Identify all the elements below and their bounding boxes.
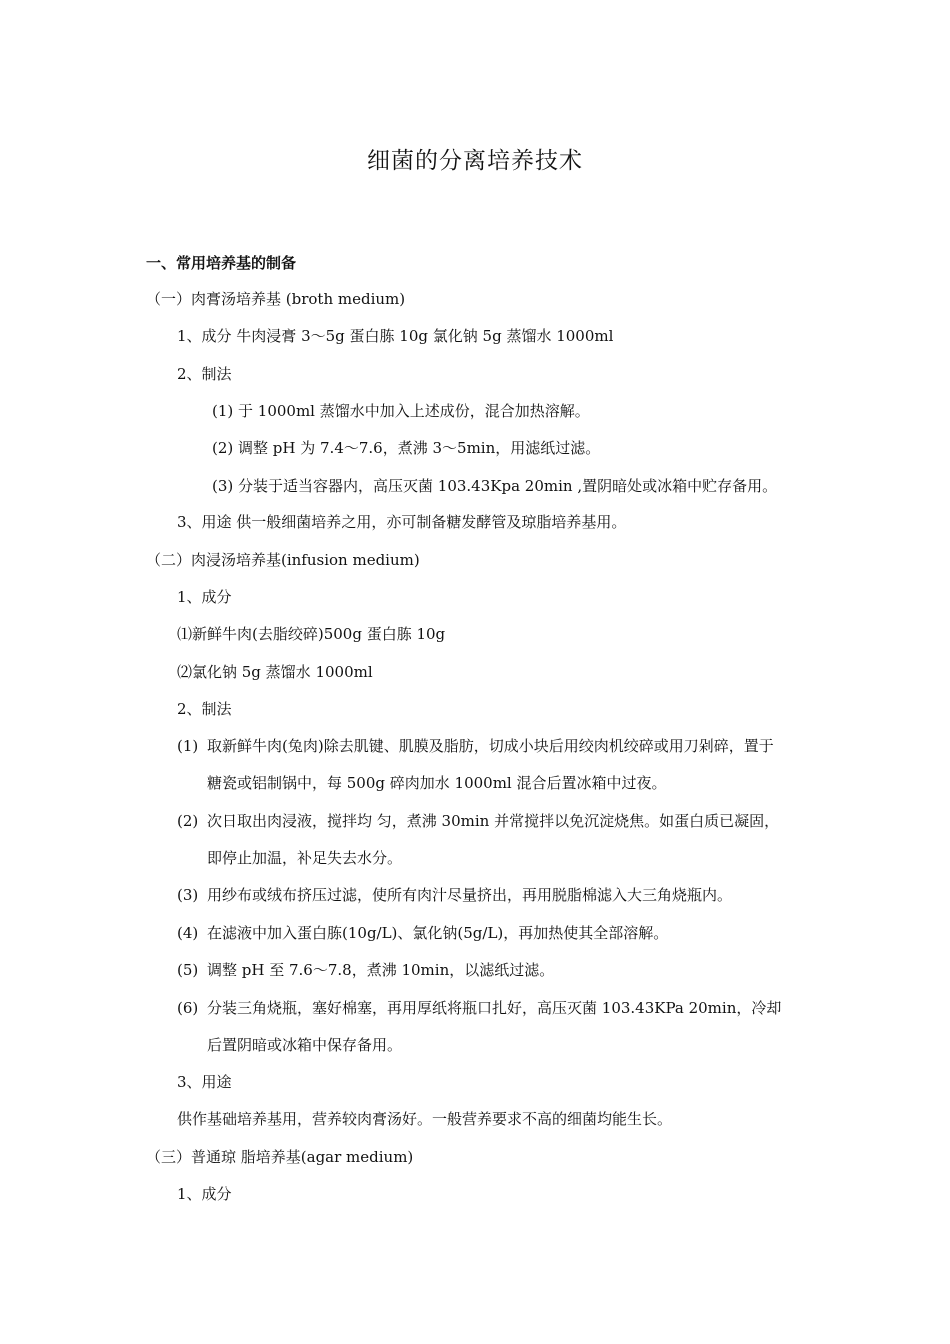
infusion-step-number: (4) (177, 924, 199, 942)
subsection-heading-broth: （一）肉膏汤培养基 (broth medium) (146, 290, 406, 308)
infusion-usage-text: 供作基础培养基用，营养较肉膏汤好。一般营养要求不高的细菌均能生长。 (177, 1110, 673, 1128)
infusion-step-text: 糖瓷或铝制锅中，每 500g 碎肉加水 1000ml 混合后置冰箱中过夜。 (207, 774, 667, 792)
subsection-heading-infusion: （二）肉浸汤培养基(infusion medium) (146, 551, 420, 569)
agar-ingredients-heading: 1、成分 (177, 1185, 232, 1203)
infusion-step-number: (3) (177, 886, 199, 904)
infusion-step-number: (6) (177, 999, 199, 1017)
infusion-ingredient-1: ⑴新鲜牛肉(去脂绞碎)500g 蛋白胨 10g (177, 625, 446, 643)
infusion-step-text: 分装三角烧瓶，塞好棉塞，再用厚纸将瓶口扎好，高压灭菌 103.43KPa 20min，冷却 (207, 999, 782, 1017)
broth-usage: 3、用途 供一般细菌培养之用，亦可制备糖发酵管及琼脂培养基用。 (177, 513, 627, 531)
infusion-ingredients-heading: 1、成分 (177, 588, 232, 606)
infusion-ingredient-2: ⑵氯化钠 5g 蒸馏水 1000ml (177, 663, 373, 681)
infusion-step-text: 后置阴暗或冰箱中保存备用。 (207, 1036, 403, 1054)
infusion-usage-heading: 3、用途 (177, 1073, 232, 1091)
broth-method-heading: 2、制法 (177, 365, 232, 383)
section-heading-1: 一、常用培养基的制备 (146, 254, 297, 272)
infusion-method-heading: 2、制法 (177, 700, 232, 718)
document-title: 细菌的分离培养技术 (367, 148, 583, 174)
broth-step-2: (2) 调整 pH 为 7.4～7.6，煮沸 3～5min，用滤纸过滤。 (212, 439, 601, 457)
infusion-step-number: (5) (177, 961, 199, 979)
broth-step-1: (1) 于 1000ml 蒸馏水中加入上述成份，混合加热溶解。 (212, 402, 590, 420)
infusion-step-text: 在滤液中加入蛋白胨(10g/L)、氯化钠(5g/L)，再加热使其全部溶解。 (207, 924, 669, 942)
broth-step-3: (3) 分装于适当容器内，高压灭菌 103.43Kpa 20min ,置阴暗处或冰箱中贮存备用。 (212, 477, 778, 495)
infusion-step-text: 取新鲜牛肉(兔肉)除去肌键、肌膜及脂肪，切成小块后用绞肉机绞碎或用刀剁碎，置于 (207, 737, 774, 755)
infusion-step-text: 即停止加温，补足失去水分。 (207, 849, 403, 867)
infusion-step-text: 调整 pH 至 7.6～7.8，煮沸 10min，以滤纸过滤。 (207, 961, 555, 979)
infusion-step-text: 次日取出肉浸液，搅拌均 匀，煮沸 30min 并常搅拌以免沉淀烧焦。如蛋白质已凝固， (207, 812, 780, 830)
infusion-step-text: 用纱布或绒布挤压过滤，使所有肉汁尽量挤出，再用脱脂棉滤入大三角烧瓶内。 (207, 886, 733, 904)
subsection-heading-agar: （三）普通琼 脂培养基(agar medium) (146, 1148, 414, 1166)
infusion-step-number: (2) (177, 812, 199, 830)
broth-ingredients: 1、成分 牛肉浸膏 3～5g 蛋白胨 10g 氯化钠 5g 蒸馏水 1000ml (177, 327, 614, 345)
infusion-step-number: (1) (177, 737, 199, 755)
